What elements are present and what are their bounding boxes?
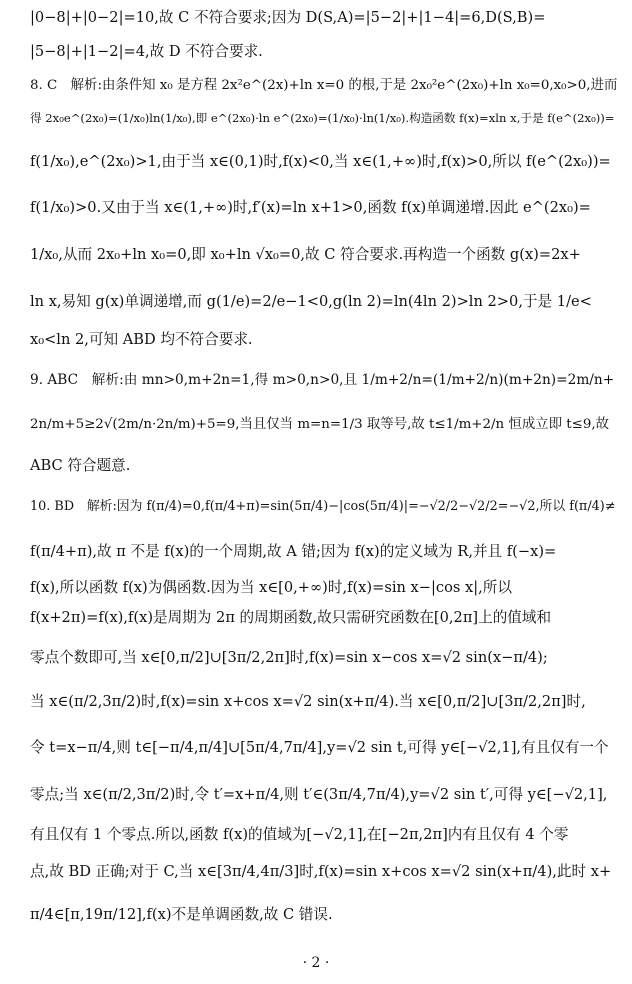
text-line: |0−8|+|0−2|=10,故 C 不符合要求;因为 D(S,A)=|5−2|+|1−4|=6,D(S,B)= bbox=[30, 9, 546, 26]
text-line: 当 x∈(π/2,3π/2)时,f(x)=sin x+cos x=√2 sin(x+π/4).当 x∈[0,π/2]∪[3π/2,2π]时, bbox=[30, 693, 586, 710]
text-line: 有且仅有 1 个零点.所以,函数 f(x)的值域为[−√2,1],在[−2π,2π]内有且仅有 4 个零 bbox=[30, 826, 569, 843]
text-line: ln x,易知 g(x)单调递增,而 g(1/e)=2/e−1<0,g(ln 2)=ln(4ln 2)>ln 2>0,于是 1/e< bbox=[30, 293, 592, 310]
text-line: f(1/x₀),e^(2x₀)>1,由于当 x∈(0,1)时,f(x)<0,当 x∈(1,+∞)时,f(x)>0,所以 f(e^(2x₀))= bbox=[30, 153, 611, 170]
text-line: 2n/m+5≥2√(2m/n·2n/m)+5=9,当且仅当 m=n=1/3 取等号,故 t≤1/m+2/n 恒成立即 t≤9,故 bbox=[30, 417, 610, 432]
text-line: f(x+2π)=f(x),f(x)是周期为 2π 的周期函数,故只需研究函数在[0,2π]上的值域和 bbox=[30, 609, 552, 626]
text-line: f(1/x₀)>0.又由于当 x∈(1,+∞)时,f′(x)=ln x+1>0,函数 f(x)单调递增.因此 e^(2x₀)= bbox=[30, 199, 591, 216]
page-number: · 2 · bbox=[302, 955, 330, 971]
text-line: ABC 符合题意. bbox=[30, 457, 131, 474]
text-line: 零点;当 x∈(π/2,3π/2)时,令 t′=x+π/4,则 t′∈(3π/4,7π/4),y=√2 sin t′,可得 y∈[−√2,1], bbox=[30, 786, 608, 803]
text-line: 10. BD 解析:因为 f(π/4)=0,f(π/4+π)=sin(5π/4)−|cos(5π/4)|=−√2/2−√2/2=−√2,所以 f(π/4)≠ bbox=[30, 499, 616, 514]
text-line: 零点个数即可,当 x∈[0,π/2]∪[3π/2,2π]时,f(x)=sin x−cos x=√2 sin(x−π/4); bbox=[30, 649, 548, 666]
text-line: f(x),所以函数 f(x)为偶函数.因为当 x∈[0,+∞)时,f(x)=sin x−|cos x|,所以 bbox=[30, 579, 512, 596]
text-line: 9. ABC 解析:由 mn>0,m+2n=1,得 m>0,n>0,且 1/m+2/n=(1/m+2/n)(m+2n)=2m/n+ bbox=[30, 372, 615, 388]
text-line: π/4∈[π,19π/12],f(x)不是单调函数,故 C 错误. bbox=[30, 906, 333, 923]
text-line: 令 t=x−π/4,则 t∈[−π/4,π/4]∪[5π/4,7π/4],y=√2 sin t,可得 y∈[−√2,1],有且仅有一个 bbox=[30, 739, 609, 756]
text-line: f(π/4+π),故 π 不是 f(x)的一个周期,故 A 错;因为 f(x)的定义域为 R,并且 f(−x)= bbox=[30, 543, 557, 560]
text-line: 得 2x₀e^(2x₀)=(1/x₀)ln(1/x₀),即 e^(2x₀)·ln e^(2x₀)=(1/x₀)·ln(1/x₀).构造函数 f(x)=xln x,于是 f(e^(2x₀))= bbox=[30, 111, 615, 125]
text-line: 8. C 解析:由条件知 x₀ 是方程 2x²e^(2x)+ln x=0 的根,于是 2x₀²e^(2x₀)+ln x₀=0,x₀>0,进而 bbox=[30, 78, 618, 93]
text-line: 1/x₀,从而 2x₀+ln x₀=0,即 x₀+ln √x₀=0,故 C 符合要求.再构造一个函数 g(x)=2x+ bbox=[30, 246, 581, 263]
text-line: x₀<ln 2,可知 ABD 均不符合要求. bbox=[30, 331, 253, 348]
text-line: 点,故 BD 正确;对于 C,当 x∈[3π/4,4π/3]时,f(x)=sin x+cos x=√2 sin(x+π/4),此时 x+ bbox=[30, 863, 612, 880]
text-line: |5−8|+|1−2|=4,故 D 不符合要求. bbox=[30, 43, 263, 60]
